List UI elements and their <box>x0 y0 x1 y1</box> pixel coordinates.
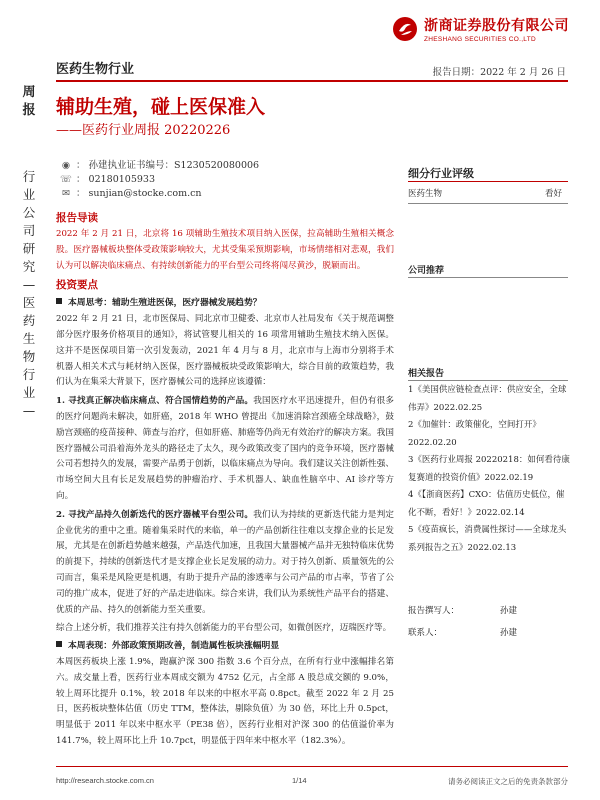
related-report-item[interactable]: 4《【浙商医药】CXO：估值历史低位，催化不断，看好！》2022.02.14 <box>408 490 565 518</box>
phone-icon: ☏ <box>60 174 72 185</box>
industry-title: 医药生物行业 <box>56 62 135 77</box>
analyst-cert: ： 孙建执业证书编号：S1230520080006 <box>76 160 260 171</box>
guide-heading: 报告导读 <box>56 212 98 224</box>
logo-mark-icon <box>392 16 418 42</box>
rating-divider-top <box>408 181 568 182</box>
person-icon: ◉ <box>61 160 71 171</box>
bullet-title: 本周表现：外部政策预期改善，制造属性板块涨幅明显 <box>68 641 280 652</box>
paragraph-conclusion: 综合上述分析，我们推荐关注有持久创新能力的平台型公司，如微创医疗，迈瑞医疗等。 <box>56 623 392 634</box>
bullet-this-week-performance <box>56 639 394 655</box>
rating-value: 看好 <box>544 189 562 199</box>
related-report-item[interactable]: 3《医药行业周报 20220218：如何看待康复赛道的投资价值》2022.02.19 <box>408 455 570 483</box>
point-lead: 2. 寻找产品持久创新迭代的医疗器械平台型公司。 <box>56 509 254 520</box>
footer-url[interactable]: http://research.stocke.com.cn <box>56 776 154 785</box>
company-logo <box>392 14 588 54</box>
contact-block <box>408 600 570 644</box>
contact-row <box>408 622 570 644</box>
analyst-cert-row <box>60 157 259 171</box>
author-row <box>408 600 570 622</box>
rating-row <box>408 187 568 199</box>
footer-divider <box>56 766 568 767</box>
header-divider <box>56 80 568 82</box>
paragraph-point-1 <box>56 394 394 505</box>
rating-sector: 医药生物 <box>408 189 443 199</box>
related-reports-title: 相关报告 <box>408 369 445 379</box>
paragraph: 2022 年 2 月 21 日，北市医保局、同北京市卫健委、北京市人社局发布《关于规范调整部分医疗服务价格项目的通知》，将试管婴儿相关的 16 项常用辅助生殖技术纳入医保。这并不是医保项目第一次引发轰动，2021 年 4 月与 8 月，北京市与上海市分别将手术机器人相关术式与耗材纳入医保，医疗器械板块受政策影响大，综合目前的政策趋势，我们认为在集采大背景下，医疗器械公司的选择应该遵循： <box>56 314 394 388</box>
rating-divider-bottom <box>408 203 568 204</box>
analyst-email[interactable]: ： sunjian@stocke.com.cn <box>76 188 202 199</box>
points-heading: 投资要点 <box>56 279 98 292</box>
related-divider <box>408 380 568 381</box>
analyst-phone-row <box>60 171 155 185</box>
company-name-en: ZHESHANG SECURITIES CO.,LTD <box>424 36 536 43</box>
paragraph: 本周医药板块上涨 1.9%，跑赢沪深 300 指数 3.6 个百分点，在所有行业中涨幅排名第六。成交量上看，医药行业本周成交额为 4752 亿元，占全部 A 股总成交额的 9.0%，较上周环比提升 0.1%，较 2018 年以来的中枢水平高 0.8pct。截至 2022 年 2 月 25 日，医药板块整体估值（历史 TTM，整体法，剔除负值）为 30 倍，环比上升 0.5pct，明显低于 2011 年以来中枢水平（PE38 倍），医药行业相对沪深 300 的估值溢价率为 141.7%，较上周环比上升 10.7pct，明显低于四年来中枢水平（182.3%）。 <box>56 656 394 746</box>
bullet-square-icon <box>56 298 62 304</box>
related-reports-list <box>408 382 570 557</box>
related-report-item[interactable]: 5《疫苗疯长，消费属性探讨——全球龙头系列报告之五》2022.02.13 <box>408 525 567 553</box>
email-icon: ✉ <box>62 188 70 199</box>
recommend-title: 公司推荐 <box>408 266 445 276</box>
analyst-email-row <box>60 185 202 199</box>
contact-name: 孙建 <box>500 628 518 638</box>
bullet-square-icon <box>56 641 62 647</box>
report-date: 报告日期：2022 年 2 月 26 日 <box>432 67 566 78</box>
related-report-item[interactable]: 1《美国供应链检查点评：供应安全，全球伟弄》2022.02.25 <box>408 385 567 413</box>
rating-title: 细分行业评级 <box>408 167 474 180</box>
analyst-phone: ： 02180105933 <box>76 174 156 185</box>
report-subtitle: ——医药行业周报 20220226 <box>56 123 231 138</box>
paragraph-point-2 <box>56 508 394 619</box>
footer-disclaimer: 请务必阅读正文之后的免责条款部分 <box>448 777 568 786</box>
author-label: 报告撰写人： <box>408 606 460 616</box>
company-name-cn: 浙商证券股份有限公司 <box>424 18 569 34</box>
bullet-title: 本周思考：辅助生殖进医保，医疗器械发展趋势？ <box>68 298 262 309</box>
related-report-item[interactable]: 2《加催针：政策催化，空间打开》2022.02.20 <box>408 420 541 448</box>
report-body <box>56 210 394 750</box>
side-tab-weekly: 周报 <box>22 85 36 118</box>
point-text: 我们认为持续的更新迭代能力是判定企业优劣的重中之重。随着集采时代的来临，单一的产品创新往往难以支撑企业的长足发展，尤其是在创新趋势越来越强，产品迭代加速，且我国大量器械产品并无独特临床优势的前提下，持续的创新迭代才是支撑企业长足发展的动力。对于持久创新、质量领先的公司而言，集采是风险更是机遇，有助于提升产品的渗透率与公司产品的市占率，节省了公司的推广成本，促进了好的产品走进临床。综合来讲，我们认为系统性产品平台的搭建、优质的产品、持久的创新能力至关重要。 <box>56 509 394 615</box>
report-title: 辅助生殖，碰上医保准入 <box>56 96 266 118</box>
point-text: 我国医疗水平迅速提升，但仍有很多的医疗问题尚未解决，如肝癌，2018 年 WHO 曾提出《加速消除宫颈癌全球战略》，鼓励宫颈癌的疫苗接种、筛查与治疗，但如肝癌、肺癌等仍尚无有效治疗的解决方案。我国医疗器械公司沿着海外龙头的路径走了太久，现今政策改变了国内的竞争环境，医疗器械公司若想持久的发展，需要产品勇于创新，以临床痛点为导向。我们建议关注创新性强、市场空间大且有长足发展趋势的肿瘤治疗、手术机器人、缺血性脑卒中、AI 诊疗等方向。 <box>56 396 394 501</box>
page-number: 1/14 <box>292 776 307 785</box>
point-lead: 1. 寻找真正解决临床痛点、符合国情趋势的产品。 <box>56 396 254 407</box>
contact-label: 联系人： <box>408 628 443 638</box>
side-tab-category: 行业公司研究—医药生物行业— <box>22 169 36 418</box>
bullet-this-week-thinking <box>56 296 394 312</box>
recommend-divider <box>408 277 568 278</box>
author-name: 孙建 <box>500 606 518 616</box>
guide-text: 2022 年 2 月 21 日，北京将 16 项辅助生殖技术项目纳入医保，拉高辅助生殖相关概念股。医疗器械板块整体受政策影响较大，尤其受集采预期影响，市场情绪相对悲观，我们认为可以解决临床痛点、有持续创新能力的平台型公司终将闯尽黄沙，脱颖而出。 <box>56 229 394 271</box>
